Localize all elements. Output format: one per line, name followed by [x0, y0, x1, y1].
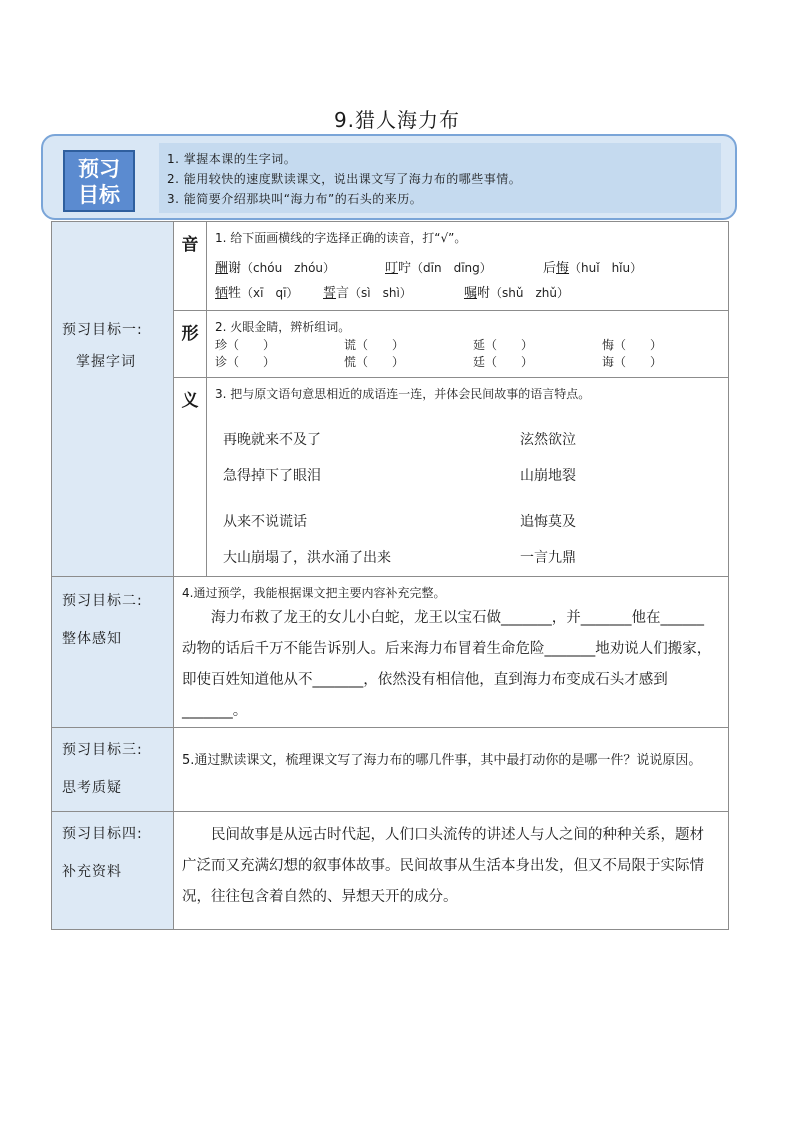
- target2-content: [174, 577, 729, 728]
- target3-label-cell: [52, 728, 174, 812]
- question-2: 2. 火眼金睛，辨析组词。: [215, 320, 351, 334]
- match-right-1: 泫然欲泣: [520, 432, 576, 448]
- goal-item-3: 3. 能简要介绍那块叫“海力布”的石头的来历。: [167, 192, 423, 206]
- target4-sublabel: 补充资料: [62, 864, 122, 880]
- word-group-row-1: 珍（ ） 谎（ ） 延（ ） 悔（ ）: [215, 338, 663, 352]
- worksheet-table: [51, 221, 729, 930]
- xing-content: [207, 311, 729, 378]
- goal-item-2: 2. 能用较快的速度默读课文，说出课文写了海力布的哪些事情。: [167, 172, 522, 186]
- badge-line-1: 预习: [78, 157, 120, 181]
- target4-label-cell: [52, 812, 174, 930]
- match-left-2: 急得掉下了眼泪: [223, 468, 321, 484]
- target2-label: 预习目标二:: [62, 593, 143, 609]
- word-group-row-2: 诊（ ） 慌（ ） 廷（ ） 诲（ ）: [215, 355, 663, 369]
- target4-content: [174, 812, 729, 930]
- category-yi: 义: [174, 378, 207, 577]
- idiom-matching: [215, 422, 718, 576]
- target2-sublabel: 整体感知: [62, 631, 122, 647]
- question-5: 5.通过默读课文，梳理课文写了海力布的哪几件事，其中最打动你的是哪一件？说说原因。: [182, 753, 702, 768]
- preview-goals-box: [41, 134, 737, 220]
- category-yin: 音: [174, 222, 207, 311]
- match-right-2: 山崩地裂: [520, 468, 576, 484]
- yi-content: [207, 378, 729, 577]
- target1-label: 预习目标一:: [62, 322, 143, 338]
- target1-sublabel: 掌握字词: [76, 354, 136, 370]
- goal-item-1: 1. 掌握本课的生字词。: [167, 152, 297, 166]
- target3-label: 预习目标三:: [62, 742, 143, 758]
- yin-content: [207, 222, 729, 311]
- category-xing: 形: [174, 311, 207, 378]
- match-left-3: 从来不说谎话: [223, 514, 307, 530]
- badge-line-2: 目标: [78, 183, 120, 207]
- target4-label: 预习目标四:: [62, 826, 143, 842]
- match-right-4: 一言九鼎: [520, 550, 576, 566]
- target3-content: [174, 728, 729, 812]
- target2-label-cell: [52, 577, 174, 728]
- goals-list: [159, 143, 721, 213]
- pinyin-row-1: 酬谢（chóu zhóu） 叮咛（dīn dīng） 后悔（huǐ hǐu）: [215, 261, 643, 276]
- question-3: 3. 把与原文语句意思相近的成语连一连，并体会民间故事的语言特点。: [215, 387, 591, 401]
- match-left-1: 再晚就来不及了: [223, 432, 321, 448]
- summary-fill-in: 海力布救了龙王的女儿小白蛇，龙王以宝石做_______，并_______他在______动物的话后千万不能告诉别人。后来海力布冒着生命危险_______地劝说人们搬家，即使百姓知道他从不_______，依然没有相信他，直到海力布变成石头才感到_______。: [182, 610, 712, 719]
- match-right-3: 追悔莫及: [520, 514, 576, 530]
- pinyin-row-2: 牺牲（xī qī） 誓言（sì shì） 嘱咐（shǔ zhǔ）: [215, 286, 570, 301]
- match-left-4: 大山崩塌了，洪水涌了出来: [223, 550, 391, 566]
- folk-tale-info: 民间故事是从远古时代起，人们口头流传的讲述人与人之间的种种关系，题材广泛而又充满幻想的叙事体故事。民间故事从生活本身出发，但又不局限于实际情况，往往包含着自然的、异想天开的成分。: [182, 827, 704, 905]
- preview-goals-badge: [63, 150, 135, 212]
- target3-sublabel: 思考质疑: [62, 780, 122, 796]
- question-4: 4.通过预学，我能根据课文把主要内容补充完整。: [182, 586, 446, 600]
- question-1: 1. 给下面画横线的字选择正确的读音，打“√”。: [215, 231, 467, 245]
- target1-label-cell: [52, 222, 174, 577]
- page-title: 9.猎人海力布: [333, 108, 461, 132]
